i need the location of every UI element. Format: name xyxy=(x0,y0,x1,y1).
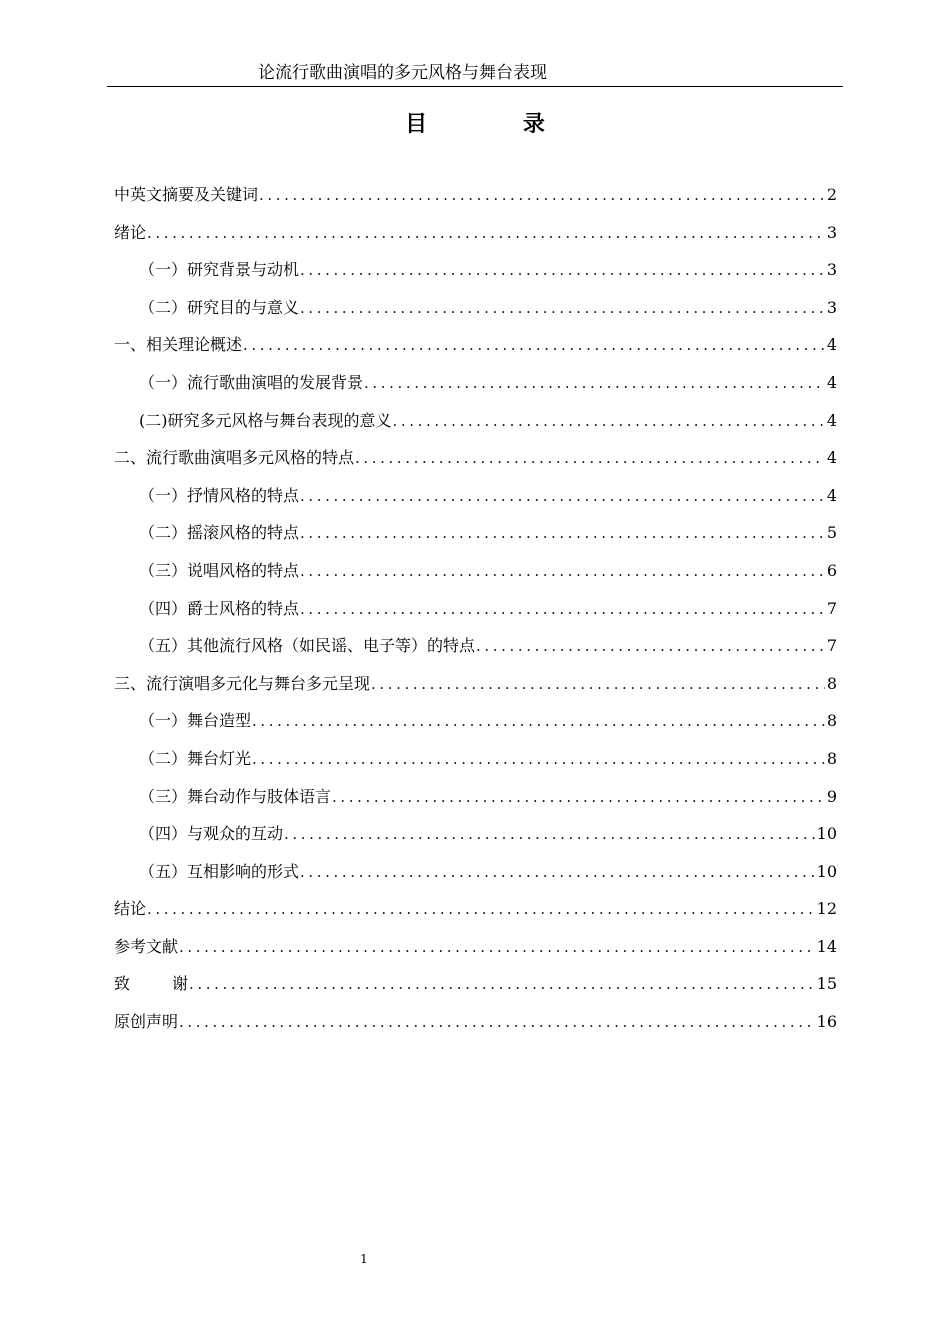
toc-entry-other-styles[interactable] xyxy=(114,627,837,665)
toc-dot-leader xyxy=(259,177,825,215)
toc-dot-leader xyxy=(179,1004,815,1042)
toc-entry-label: （一）抒情风格的特点 xyxy=(139,485,300,505)
toc-entry-page: 3 xyxy=(826,260,837,280)
toc-entry-stage-diversity[interactable] xyxy=(114,665,837,703)
toc-entry-originality-statement[interactable] xyxy=(114,1003,837,1041)
toc-dot-leader xyxy=(300,854,815,892)
toc-entry-references[interactable] xyxy=(114,928,837,966)
toc-entry-page: 16 xyxy=(816,1012,837,1032)
toc-dot-leader xyxy=(300,515,825,553)
toc-dot-leader xyxy=(300,591,825,629)
toc-entry-label: 原创声明 xyxy=(114,1012,179,1032)
toc-entry-page: 2 xyxy=(826,185,837,204)
toc-dot-leader xyxy=(179,929,815,967)
toc-dot-leader xyxy=(371,666,825,704)
toc-entry-page: 10 xyxy=(816,861,837,881)
toc-entry-label: 参考文献 xyxy=(114,936,179,956)
running-header-title: 论流行歌曲演唱的多元风格与舞台表现 xyxy=(258,63,547,83)
toc-entry-page: 9 xyxy=(826,786,837,806)
toc-dot-leader xyxy=(364,365,825,403)
toc-entry-page: 8 xyxy=(826,673,837,693)
toc-entry-page: 4 xyxy=(826,410,837,430)
toc-entry-page: 7 xyxy=(826,598,837,618)
toc-dot-leader xyxy=(252,741,825,779)
toc-entry-introduction[interactable] xyxy=(114,214,837,252)
toc-entry-label: 一、相关理论概述 xyxy=(114,335,243,355)
toc-dot-leader xyxy=(300,290,825,328)
toc-dot-leader xyxy=(252,703,825,741)
toc-entry-label: （三）舞台动作与肢体语言 xyxy=(139,786,332,806)
toc-dot-leader xyxy=(393,403,825,441)
toc-entry-theory-overview[interactable] xyxy=(114,326,837,364)
toc-entry-label: 绪论 xyxy=(114,222,147,242)
toc-entry-label: （二）研究目的与意义 xyxy=(139,297,300,317)
toc-entry-label: （一）研究背景与动机 xyxy=(139,260,300,280)
toc-entry-page: 15 xyxy=(816,974,837,994)
toc-entry-stage-styling[interactable] xyxy=(114,702,837,740)
toc-entry-abstract[interactable] xyxy=(114,176,837,214)
toc-dot-leader xyxy=(147,891,815,929)
toc-entry-audience-interaction[interactable] xyxy=(114,815,837,853)
toc-entry-label: （一）流行歌曲演唱的发展背景 xyxy=(139,372,364,392)
toc-entry-label: （四）爵士风格的特点 xyxy=(139,598,300,618)
toc-entry-stage-movement[interactable] xyxy=(114,778,837,816)
toc-entry-page: 12 xyxy=(816,899,837,919)
toc-entry-stage-lighting[interactable] xyxy=(114,740,837,778)
toc-dot-leader xyxy=(476,628,825,666)
toc-entry-label: 二、流行歌曲演唱多元风格的特点 xyxy=(114,448,355,468)
toc-entry-rock-style[interactable] xyxy=(114,514,837,552)
toc-entry-page: 8 xyxy=(826,711,837,731)
toc-entry-label: （二）舞台灯光 xyxy=(139,748,252,768)
toc-entry-mutual-influence[interactable] xyxy=(114,853,837,891)
toc-entry-label: 致谢 xyxy=(114,974,231,994)
toc-dot-leader xyxy=(147,215,825,253)
toc-entry-development-background[interactable] xyxy=(114,364,837,402)
toc-entry-label: （四）与观众的互动 xyxy=(139,824,284,844)
toc-entry-significance[interactable] xyxy=(114,402,837,440)
toc-entry-page: 6 xyxy=(826,560,837,580)
toc-entry-page: 5 xyxy=(826,523,837,543)
toc-dot-leader xyxy=(300,478,825,516)
toc-dot-leader xyxy=(300,553,825,591)
toc-entry-page: 4 xyxy=(826,335,837,355)
toc-dot-leader xyxy=(355,440,825,478)
toc-dot-leader xyxy=(189,966,815,1004)
header-divider xyxy=(107,86,843,87)
toc-entry-acknowledgements[interactable] xyxy=(114,965,837,1003)
toc-entry-jazz-style[interactable] xyxy=(114,590,837,628)
toc-entry-label: （五）互相影响的形式 xyxy=(139,861,300,881)
toc-entry-research-background[interactable] xyxy=(114,251,837,289)
toc-entry-label: （二）摇滚风格的特点 xyxy=(139,523,300,543)
toc-entry-label: (二)研究多元风格与舞台表现的意义 xyxy=(139,410,392,430)
toc-entry-label: （一）舞台造型 xyxy=(139,711,252,731)
toc-entry-label: 三、流行演唱多元化与舞台多元呈现 xyxy=(114,673,371,693)
toc-dot-leader xyxy=(243,327,825,365)
toc-entry-page: 7 xyxy=(826,636,837,656)
table-of-contents xyxy=(114,176,837,1041)
toc-entry-lyrical-style[interactable] xyxy=(114,477,837,515)
toc-entry-label: 中英文摘要及关键词 xyxy=(114,185,259,204)
toc-entry-page: 10 xyxy=(816,824,837,844)
toc-entry-page: 3 xyxy=(826,297,837,317)
toc-entry-page: 8 xyxy=(826,748,837,768)
toc-entry-page: 3 xyxy=(826,222,837,242)
toc-entry-style-characteristics[interactable] xyxy=(114,439,837,477)
toc-entry-page: 14 xyxy=(816,936,837,956)
toc-entry-label: （五）其他流行风格（如民谣、电子等）的特点 xyxy=(139,636,476,656)
toc-entry-label: （三）说唱风格的特点 xyxy=(139,560,300,580)
toc-entry-page: 4 xyxy=(826,372,837,392)
toc-entry-label: 结论 xyxy=(114,899,147,919)
toc-entry-page: 4 xyxy=(826,485,837,505)
toc-entry-conclusion[interactable] xyxy=(114,890,837,928)
toc-entry-page: 4 xyxy=(826,448,837,468)
toc-dot-leader xyxy=(300,252,825,290)
toc-dot-leader xyxy=(284,816,815,854)
toc-entry-rap-style[interactable] xyxy=(114,552,837,590)
toc-entry-research-purpose[interactable] xyxy=(114,289,837,327)
page-number: 1 xyxy=(360,1252,368,1266)
toc-title: 目 录 xyxy=(405,112,589,137)
toc-dot-leader xyxy=(332,779,825,817)
